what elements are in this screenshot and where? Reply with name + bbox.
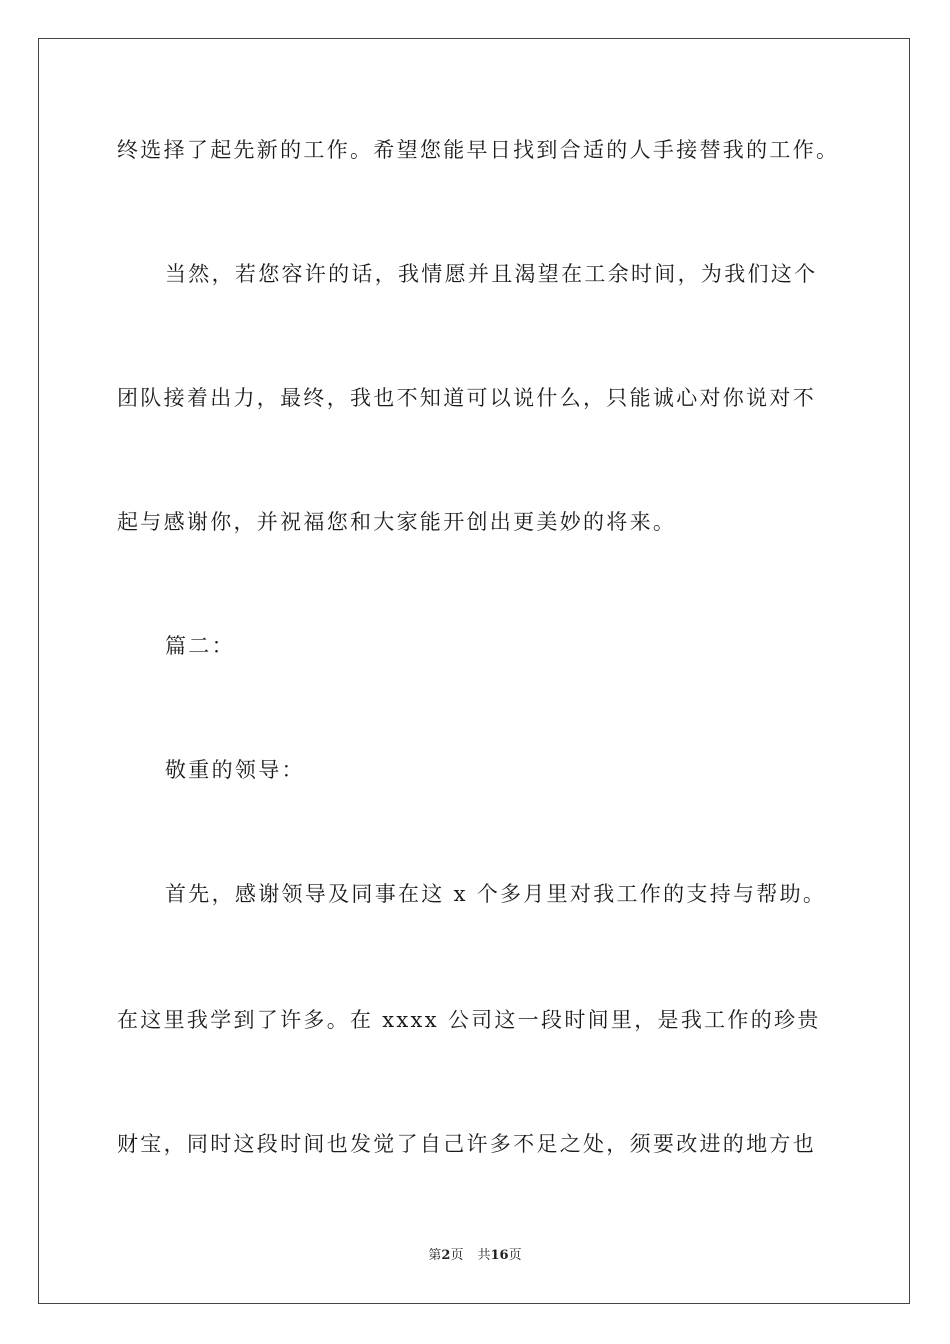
page-border bbox=[38, 38, 910, 1304]
paragraph-line: 当然，若您容许的话，我情愿并且渴望在工余时间，为我们这个 bbox=[165, 262, 818, 286]
paragraph-line: 终选择了起先新的工作。希望您能早日找到合适的人手接替我的工作。 bbox=[117, 138, 840, 162]
paragraph-line: 团队接着出力，最终，我也不知道可以说什么，只能诚心对你说对不 bbox=[117, 386, 816, 410]
paragraph-line: 首先，感谢领导及同事在这 x 个多月里对我工作的支持与帮助。 bbox=[165, 882, 827, 906]
section-heading: 篇二： bbox=[165, 634, 235, 658]
page-footer bbox=[0, 1249, 950, 1262]
paragraph-line: 起与感谢你，并祝福您和大家能开创出更美妙的将来。 bbox=[117, 510, 677, 534]
total-prefix: 共 bbox=[477, 1248, 491, 1263]
paragraph-line: 在这里我学到了许多。在 xxxx 公司这一段时间里，是我工作的珍贵 bbox=[117, 1008, 821, 1032]
paragraph-line: 财宝，同时这段时间也发觉了自己许多不足之处，须要改进的地方也 bbox=[117, 1132, 816, 1156]
page-number: 2 bbox=[441, 1248, 451, 1263]
total-suffix: 页 bbox=[508, 1248, 522, 1263]
page-suffix: 页 bbox=[450, 1248, 464, 1263]
salutation: 敬重的领导： bbox=[165, 758, 305, 782]
total-pages: 16 bbox=[490, 1248, 509, 1263]
page-prefix: 第 bbox=[428, 1248, 442, 1263]
